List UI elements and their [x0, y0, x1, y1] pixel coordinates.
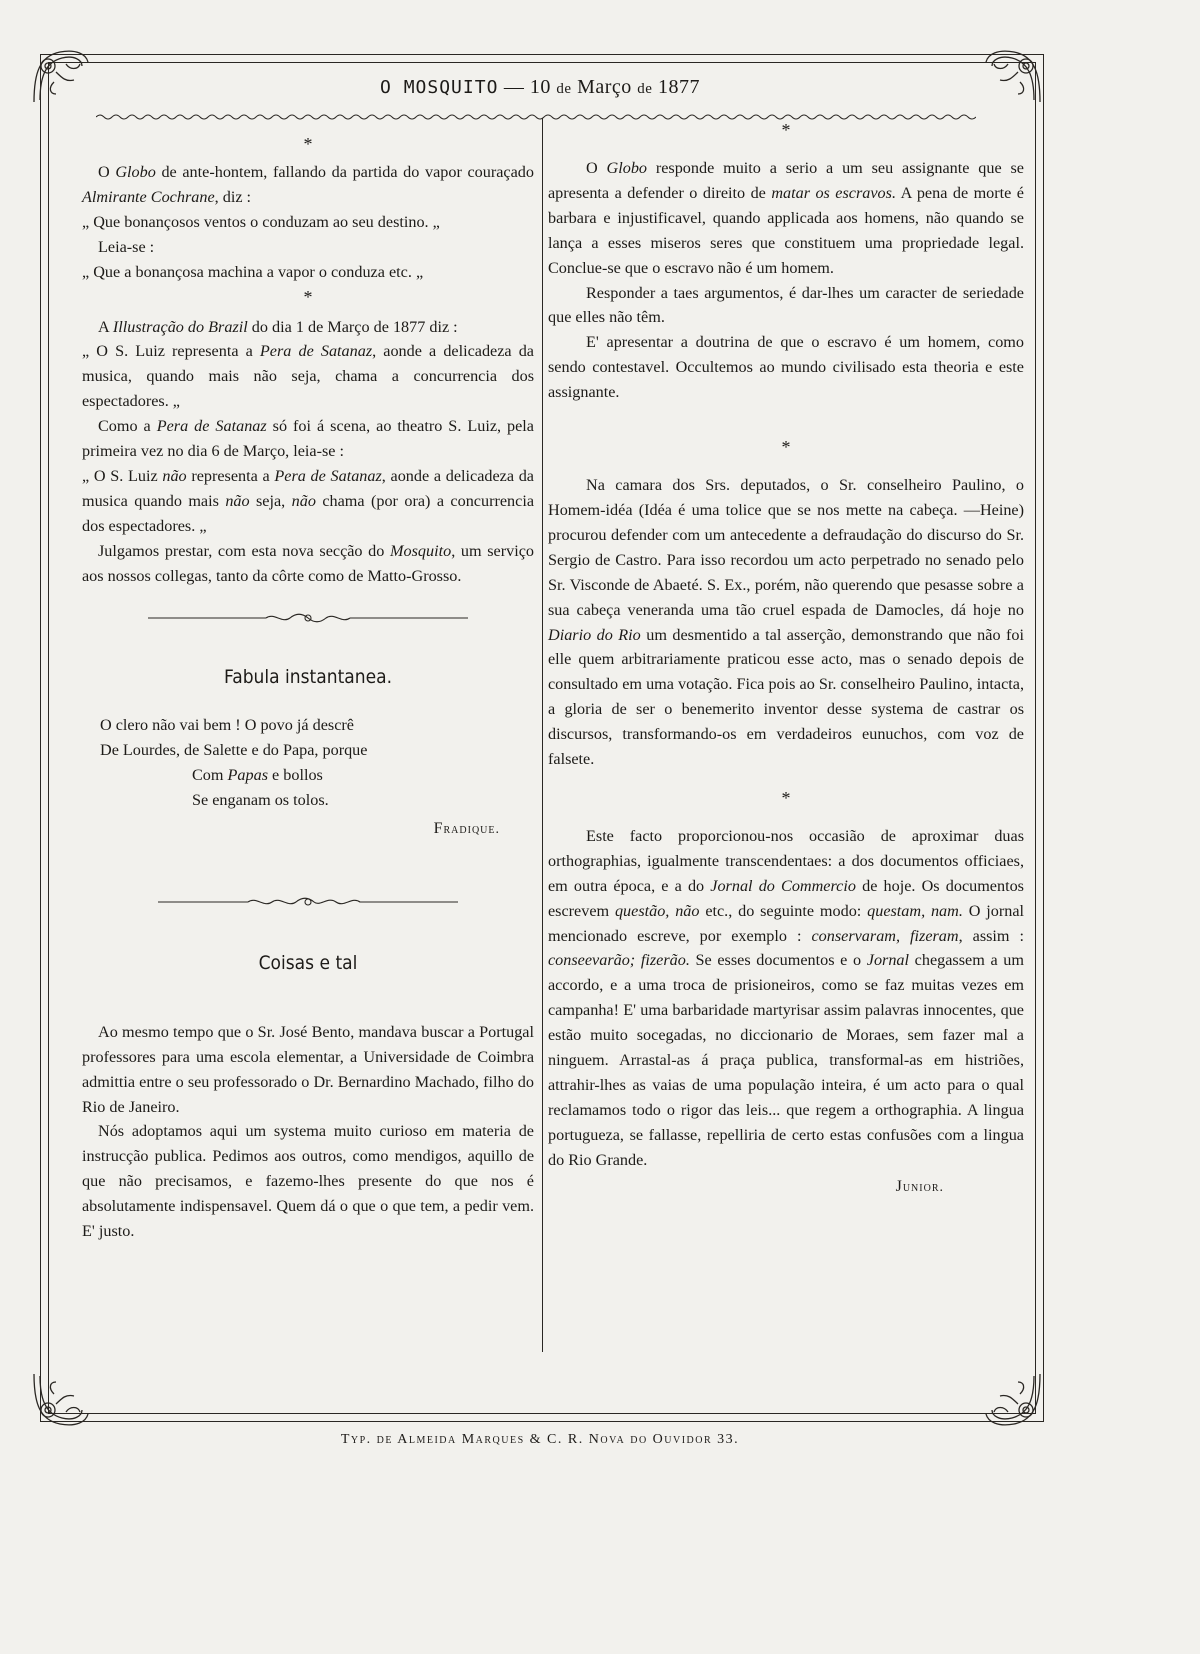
divider-ornament-icon [158, 895, 458, 909]
section-asterisk: * [303, 134, 313, 154]
paragraph: Na camara dos Srs. deputados, o Sr. conselheiro Paulino, o Homem-idéa (Idéa é uma tolice que se nos mette na cabeça. —Heine) procurou defender com um antecedente a defraudação do discurso do Sr. Sergio de Castro. Para isso recordou um acto perpetrado no senado pelo Sr. Visconde de Abaeté. S. Ex., porém, não querendo que pesasse sobre a sua cabeça veneranda uma tão cruel espada de Damocles, dá hoje no Diario do Rio um desmentido a tal asserção, demonstrando que não foi elle quem arbitrariamente praticou esse acto, mas o senado depois de consultado em uma votação. Fica pois ao Sr. conselheiro Paulino, intacta, a gloria de ser o benemerito inventor desse systema de castrar os discursos, transformando-os em verdadeiros eunuchos, com voz de falsete. [548, 476, 1024, 769]
quote-paragraph: „ O S. Luiz representa a Pera de Satanaz, aonde a delicadeza da musica, quando mais não seja, chama a concurrencia dos espectadores. „ [82, 342, 534, 411]
corner-ornament-icon [26, 1366, 94, 1434]
left-column [82, 132, 534, 1244]
quote-line: „ Que bonançosos ventos o conduzam ao seu destino. „ [82, 212, 440, 231]
page-header [100, 76, 980, 99]
signature: Fradique. [433, 820, 500, 838]
paragraph: Nós adoptamos aqui um systema muito curioso em materia de instrucção publica. Pedimos aos outros, como mendigos, aquillo de que não precisamos, e fazemo-lhes presente do que nos é absolutamente indispensavel. Quem dá o que o que tem, a pedir vem. E' justo. [82, 1122, 534, 1241]
column-divider [542, 118, 543, 1352]
paragraph: O Globo de ante-hontem, fallando da partida do vapor couraçado Almirante Cochrane, diz : [82, 163, 534, 206]
paragraph: Leia-se : [98, 237, 155, 256]
quote-line: „ Que a bonançosa machina a vapor o conduza etc. „ [82, 262, 424, 281]
verse-line: Se enganam os tolos. [192, 791, 329, 810]
printer-imprint: Typ. de Almeida Marques & C. R. Nova do Ouvidor 33. [340, 1432, 740, 1447]
quote-paragraph: „ O S. Luiz não representa a Pera de Satanaz, aonde a delicadeza da musica quando mais não seja, não chama (por ora) a concurrencia dos espectadores. „ [82, 466, 535, 535]
section-asterisk: * [303, 286, 313, 307]
paragraph: E' apresentar a doutrina de que o escravo é um homem, como sendo contestavel. Occultemos ao mundo civilisado esta theoria e este assignante. [548, 333, 1024, 402]
verse-line: O clero não vai bem ! O povo já descrê [100, 716, 354, 735]
corner-ornament-icon [980, 1366, 1048, 1434]
header-year: 1877 [657, 76, 700, 98]
paragraph: Ao mesmo tempo que o Sr. José Bento, mandava buscar a Portugal professores para uma escola elementar, a Universidade de Coimbra admittia entre o seu professorado o Dr. Bernardino Machado, filho do Rio de Janeiro. [82, 1022, 534, 1116]
header-de: de [637, 81, 653, 97]
section-asterisk: * [781, 120, 791, 140]
verse-line: De Lourdes, de Salette e do Papa, porque [100, 741, 368, 760]
section-asterisk: * [781, 787, 791, 808]
right-column [548, 118, 1024, 1201]
paragraph: Julgamos prestar, com esta nova secção do Mosquito, um serviço aos nossos collegas, tanto da côrte como de Matto-Grosso. [82, 541, 534, 585]
header-de: de [556, 81, 572, 97]
header-dash: — [503, 76, 525, 98]
verse-line: Com Papas e bollos [192, 766, 323, 785]
paragraph: Responder a taes argumentos, é dar-lhes um caracter de seriedade que elles não têm. [548, 283, 1024, 327]
verse [82, 713, 534, 813]
divider-ornament-icon [148, 611, 468, 625]
paragraph: O Globo responde muito a serio a um seu assignante que se apresenta a defender o direito de matar os escravos. A pena de morte é barbara e injustificavel, quando applicada aos homens, não quando se lança a esses miseros seres que constituem uma propriedade legal. Conclue-se que o escravo não é um homem. [548, 159, 1024, 277]
corner-ornament-icon [980, 42, 1048, 110]
signature: Junior. [895, 1177, 944, 1195]
paragraph: Este facto proporcionou-nos occasião de aproximar duas orthographias, igualmente transcendentaes: a dos documentos officiaes, em outra época, e a do Jornal do Commercio de hoje. Os documentos escrevem questão, não etc., do seguinte modo: questam, nam. O jornal mencionado escreve, por exemplo : conservaram, fizeram, assim : conseevarão; fizerão. Se esses documentos e o Jornal chegassem a um accordo, e a uma troca de prisioneiros, como se faz muitas vezes em campanha! E' uma barbaridade martyrisar assim palavras innocentes, que estão muito socegadas, no diccionario de Moraes, sem fazer mal a ninguem. Arrastal-as á praça publica, transformal-as em histriões, attrahir-lhes as vaias de uma população inteira, é um acto para o qual reclamamos todo o rigor das leis... que regem a orthographia. A lingua portugueza, se fallasse, repelliria de certo estas confusões com a lingua do Rio Grande. [548, 826, 1025, 1169]
section-title: Coisas e tal [258, 951, 358, 974]
header-month: Março [577, 76, 632, 98]
paragraph: A Illustração do Brazil do dia 1 de Março de 1877 diz : [98, 317, 458, 336]
corner-ornament-icon [26, 42, 94, 110]
header-day: 10 [529, 76, 551, 98]
newspaper-name: O MOSQUITO [380, 77, 499, 98]
section-title: Fabula instantanea. [223, 665, 393, 688]
section-asterisk: * [781, 437, 791, 458]
paragraph: Como a Pera de Satanaz só foi á scena, ao theatro S. Luiz, pela primeira vez no dia 6 de Março, leia-se : [82, 417, 534, 461]
